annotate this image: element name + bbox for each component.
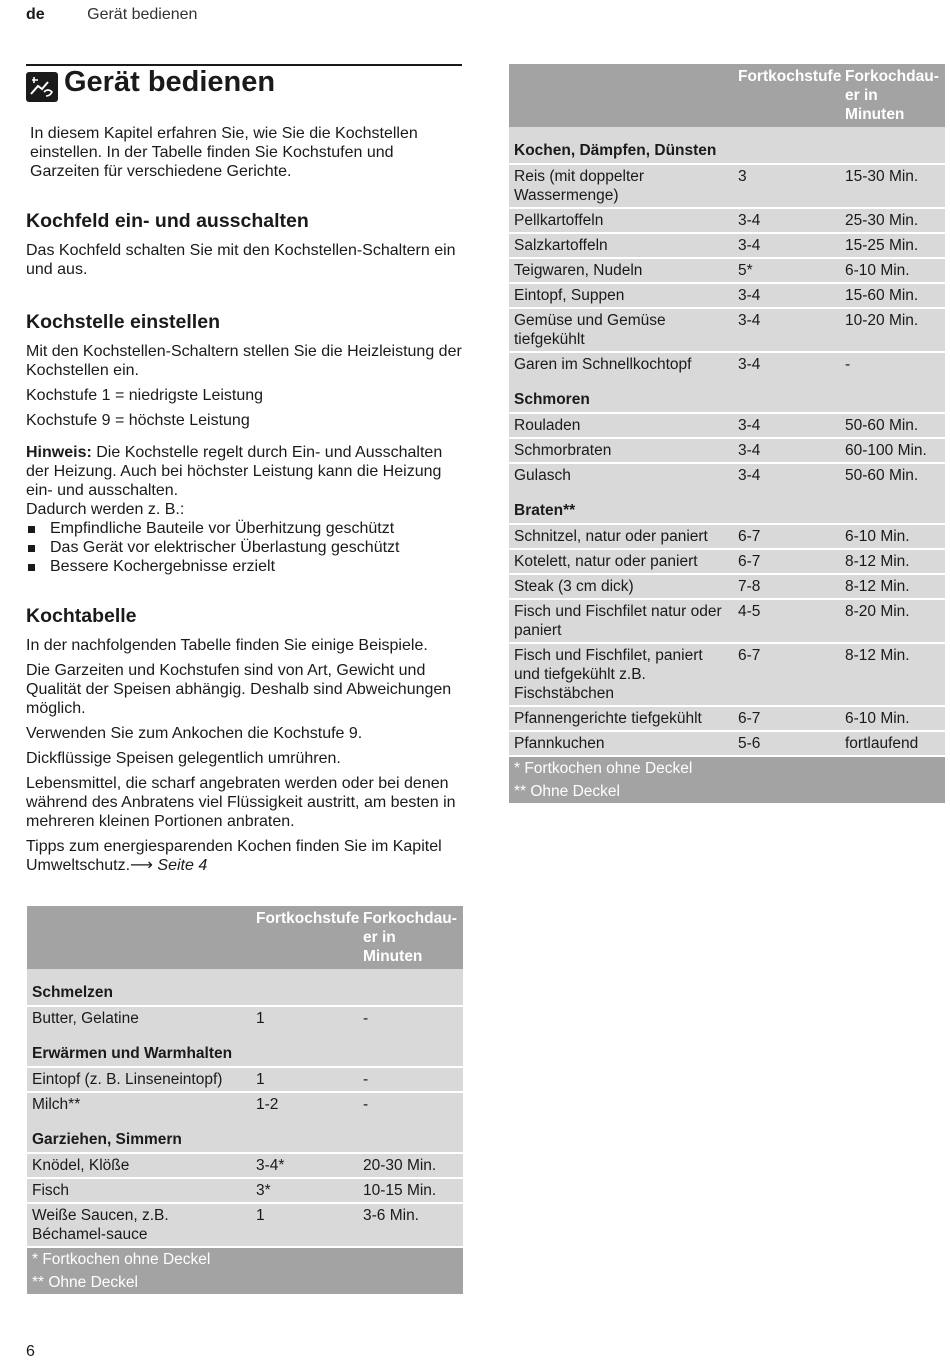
table-cell: 6-7 bbox=[733, 523, 840, 548]
section-title-kochfeld: Kochfeld ein- und ausschalten bbox=[26, 210, 309, 232]
table-cell: 50-60 Min. bbox=[840, 412, 945, 437]
table-cell: Rouladen bbox=[509, 412, 733, 437]
table-cell: - bbox=[358, 1091, 463, 1116]
table-cell: 3-4 bbox=[733, 232, 840, 257]
table-cell: 15-60 Min. bbox=[840, 282, 945, 307]
bullet-item: Empfindliche Bauteile vor Überhitzung geschützt bbox=[26, 519, 462, 538]
table-cell: 10-20 Min. bbox=[840, 307, 945, 351]
table-section-row bbox=[27, 1030, 463, 1066]
table-row bbox=[509, 642, 945, 705]
table-cell: 6-7 bbox=[733, 705, 840, 730]
section-title-kochtabelle: Kochtabelle bbox=[26, 605, 137, 627]
table-row bbox=[509, 523, 945, 548]
table-row bbox=[509, 232, 945, 257]
table-header-cell: Forkochdau-er in Minuten bbox=[358, 906, 463, 969]
table-cell: Gulasch bbox=[509, 462, 733, 487]
table-cell: Kotelett, natur oder paniert bbox=[509, 548, 733, 573]
table-cell: Salzkartoffeln bbox=[509, 232, 733, 257]
table-cell: Eintopf (z. B. Linseneintopf) bbox=[27, 1066, 251, 1091]
running-header bbox=[26, 6, 197, 24]
table-cell: Eintopf, Suppen bbox=[509, 282, 733, 307]
table-cell: 3-4 bbox=[733, 307, 840, 351]
table-cell: Pellkartoffeln bbox=[509, 207, 733, 232]
table-cell: fortlaufend bbox=[840, 730, 945, 755]
table-cell: Pfannkuchen bbox=[509, 730, 733, 755]
table-row bbox=[509, 548, 945, 573]
table-row bbox=[509, 307, 945, 351]
note-text: Die Kochstelle regelt durch Ein- und Ausschalten der Heizung. Auch bei höchster Leistung kann die Heizung ein- und ausschalten. bbox=[26, 444, 443, 499]
table-cell: 3-4 bbox=[733, 462, 840, 487]
table-row bbox=[509, 412, 945, 437]
table-cell: - bbox=[358, 1005, 463, 1030]
table-cell: Schmorbraten bbox=[509, 437, 733, 462]
table-row bbox=[509, 598, 945, 642]
table-cell: 3-4 bbox=[733, 207, 840, 232]
table-cell: 3-6 Min. bbox=[358, 1202, 463, 1246]
table-cell: 1 bbox=[251, 1066, 358, 1091]
intro-text: In diesem Kapitel erfahren Sie, wie Sie die Kochstellen einstellen. In der Tabelle finden Sie Kochstufen und Garzeiten für verschiedene Gerichte. bbox=[30, 125, 418, 180]
table-cell: 6-7 bbox=[733, 642, 840, 705]
table-section-row bbox=[509, 487, 945, 523]
table-section-title: Schmelzen bbox=[27, 969, 463, 1005]
table-cell: 6-10 Min. bbox=[840, 523, 945, 548]
table-cell: 8-12 Min. bbox=[840, 642, 945, 705]
table-header-cell: Forkochdau-er in Minuten bbox=[840, 64, 945, 127]
table-footnote: * Fortkochen ohne Deckel bbox=[27, 1246, 463, 1271]
table-cell: Knödel, Klöße bbox=[27, 1152, 251, 1177]
table-cell: 3* bbox=[251, 1177, 358, 1202]
table-cell: Teigwaren, Nudeln bbox=[509, 257, 733, 282]
table-cell: 7-8 bbox=[733, 573, 840, 598]
table-row bbox=[27, 1152, 463, 1177]
kochstufe-min-text: Kochstufe 1 = niedrigste Leistung bbox=[26, 387, 264, 404]
kochstufe-max-text: Kochstufe 9 = höchste Leistung bbox=[26, 412, 250, 429]
arrow-icon: ⟶ bbox=[130, 857, 153, 874]
running-title: Gerät bedienen bbox=[87, 6, 198, 23]
table-cell: 3-4 bbox=[733, 282, 840, 307]
table-header-row bbox=[27, 906, 463, 969]
table-cell: Garen im Schnellkochtopf bbox=[509, 351, 733, 376]
table-cell: Fisch bbox=[27, 1177, 251, 1202]
table-header-cell: Fortkochstufe bbox=[733, 64, 840, 127]
table-section-title: Kochen, Dämpfen, Dünsten bbox=[509, 127, 945, 163]
table-cell: 5-6 bbox=[733, 730, 840, 755]
left-column bbox=[26, 64, 462, 875]
kochstelle-text: Mit den Kochstellen-Schaltern stellen Sie die Heizleistung der Kochstellen ein. bbox=[26, 343, 462, 379]
kochtabelle-text-6 bbox=[26, 837, 462, 875]
table-section-row bbox=[509, 127, 945, 163]
table-header-cell bbox=[509, 64, 733, 127]
table-cell: - bbox=[358, 1066, 463, 1091]
table-section-title: Braten** bbox=[509, 487, 945, 523]
table-row bbox=[27, 1177, 463, 1202]
table-section-row bbox=[27, 1116, 463, 1152]
table-cell: 60-100 Min. bbox=[840, 437, 945, 462]
table-cell: 5* bbox=[733, 257, 840, 282]
cooking-table-left bbox=[27, 906, 463, 1294]
table-row bbox=[509, 207, 945, 232]
section-text-kochfeld: Das Kochfeld schalten Sie mit den Kochstellen-Schaltern ein und aus. bbox=[26, 242, 456, 278]
table-cell: 6-10 Min. bbox=[840, 705, 945, 730]
table-cell: 10-15 Min. bbox=[358, 1177, 463, 1202]
chapter-heading bbox=[26, 64, 462, 110]
table-cell: Reis (mit doppelter Wassermenge) bbox=[509, 163, 733, 207]
table-cell: 6-7 bbox=[733, 548, 840, 573]
table-cell: 3-4 bbox=[733, 351, 840, 376]
table-cell: 3-4* bbox=[251, 1152, 358, 1177]
table-cell: 20-30 Min. bbox=[358, 1152, 463, 1177]
bullet-item: Bessere Kochergebnisse erzielt bbox=[26, 557, 462, 576]
kochtabelle-text-1: In der nachfolgenden Tabelle finden Sie einige Beispiele. bbox=[26, 637, 428, 654]
table-cell: 6-10 Min. bbox=[840, 257, 945, 282]
table-cell: Pfannengerichte tiefgekühlt bbox=[509, 705, 733, 730]
table-row bbox=[509, 437, 945, 462]
cooking-table-right bbox=[509, 64, 945, 803]
table-cell: 1-2 bbox=[251, 1091, 358, 1116]
table-section-row bbox=[509, 376, 945, 412]
table-cell: 1 bbox=[251, 1005, 358, 1030]
table-cell: Butter, Gelatine bbox=[27, 1005, 251, 1030]
table-cell: Steak (3 cm dick) bbox=[509, 573, 733, 598]
table-row bbox=[509, 257, 945, 282]
table-row bbox=[27, 1091, 463, 1116]
page-reference-link[interactable]: Seite 4 bbox=[152, 857, 208, 874]
table-cell: - bbox=[840, 351, 945, 376]
table-cell: 8-12 Min. bbox=[840, 548, 945, 573]
kochtabelle-text-3: Verwenden Sie zum Ankochen die Kochstufe 9. bbox=[26, 725, 363, 742]
page-number: 6 bbox=[26, 1343, 35, 1360]
language-tag: de bbox=[26, 6, 45, 23]
table-cell: Fisch und Fischfilet natur oder paniert bbox=[509, 598, 733, 642]
table-cell: 4-5 bbox=[733, 598, 840, 642]
table-row bbox=[509, 730, 945, 755]
table-row bbox=[27, 1066, 463, 1091]
table-section-title: Garziehen, Simmern bbox=[27, 1116, 463, 1152]
table-cell: Fisch und Fischfilet, paniert und tiefgekühlt z.B. Fischstäbchen bbox=[509, 642, 733, 705]
table-cell: 8-12 Min. bbox=[840, 573, 945, 598]
kochtabelle-text-2: Die Garzeiten und Kochstufen sind von Art, Gewicht und Qualität der Speisen abhängig. Deshalb sind Abweichungen möglich. bbox=[26, 662, 452, 717]
table-row bbox=[509, 351, 945, 376]
note-paragraph bbox=[26, 443, 462, 500]
table-cell: 15-30 Min. bbox=[840, 163, 945, 207]
table-cell: 3-4 bbox=[733, 412, 840, 437]
table-footnote: ** Ohne Deckel bbox=[509, 780, 945, 803]
table-header-cell: Fortkochstufe bbox=[251, 906, 358, 969]
table-cell: Schnitzel, natur oder paniert bbox=[509, 523, 733, 548]
table-cell: 50-60 Min. bbox=[840, 462, 945, 487]
bullet-item: Das Gerät vor elektrischer Überlastung geschützt bbox=[26, 538, 462, 557]
table-section-title: Erwärmen und Warmhalten bbox=[27, 1030, 463, 1066]
table-section-title: Schmoren bbox=[509, 376, 945, 412]
table-row bbox=[509, 163, 945, 207]
table-row bbox=[27, 1005, 463, 1030]
table-cell: Gemüse und Gemüse tiefgekühlt bbox=[509, 307, 733, 351]
table-header-row bbox=[509, 64, 945, 127]
table-cell: 3 bbox=[733, 163, 840, 207]
table-footnote-row bbox=[509, 755, 945, 780]
table-footnote-row bbox=[27, 1271, 463, 1294]
note-label: Hinweis: bbox=[26, 444, 92, 461]
bullet-list bbox=[26, 519, 462, 576]
table-row bbox=[509, 282, 945, 307]
table-cell: 25-30 Min. bbox=[840, 207, 945, 232]
cooktop-hand-icon bbox=[26, 72, 58, 102]
tips-text: Tipps zum energiesparenden Kochen finden Sie im Kapitel Umweltschutz. bbox=[26, 838, 442, 874]
table-row bbox=[509, 462, 945, 487]
table-header-cell bbox=[27, 906, 251, 969]
table-cell: 3-4 bbox=[733, 437, 840, 462]
page-title: Gerät bedienen bbox=[64, 66, 276, 98]
table-cell: 15-25 Min. bbox=[840, 232, 945, 257]
table-cell: Weiße Saucen, z.B. Béchamel-sauce bbox=[27, 1202, 251, 1246]
table-cell: Milch** bbox=[27, 1091, 251, 1116]
table-footnote-row bbox=[27, 1246, 463, 1271]
table-row bbox=[509, 705, 945, 730]
note-line2: Dadurch werden z. B.: bbox=[26, 501, 185, 518]
table-section-row bbox=[27, 969, 463, 1005]
table-cell: 8-20 Min. bbox=[840, 598, 945, 642]
kochtabelle-text-5: Lebensmittel, die scharf angebraten werden oder bei denen während des Anbratens viel Flüssigkeit austritt, am besten in mehreren kleinen Portionen anbraten. bbox=[26, 775, 456, 830]
table-footnote: * Fortkochen ohne Deckel bbox=[509, 755, 945, 780]
table-row bbox=[27, 1202, 463, 1246]
section-title-kochstelle: Kochstelle einstellen bbox=[26, 311, 220, 333]
kochtabelle-text-4: Dickflüssige Speisen gelegentlich umrühren. bbox=[26, 750, 341, 767]
table-footnote: ** Ohne Deckel bbox=[27, 1271, 463, 1294]
table-footnote-row bbox=[509, 780, 945, 803]
table-row bbox=[509, 573, 945, 598]
table-cell: 1 bbox=[251, 1202, 358, 1246]
